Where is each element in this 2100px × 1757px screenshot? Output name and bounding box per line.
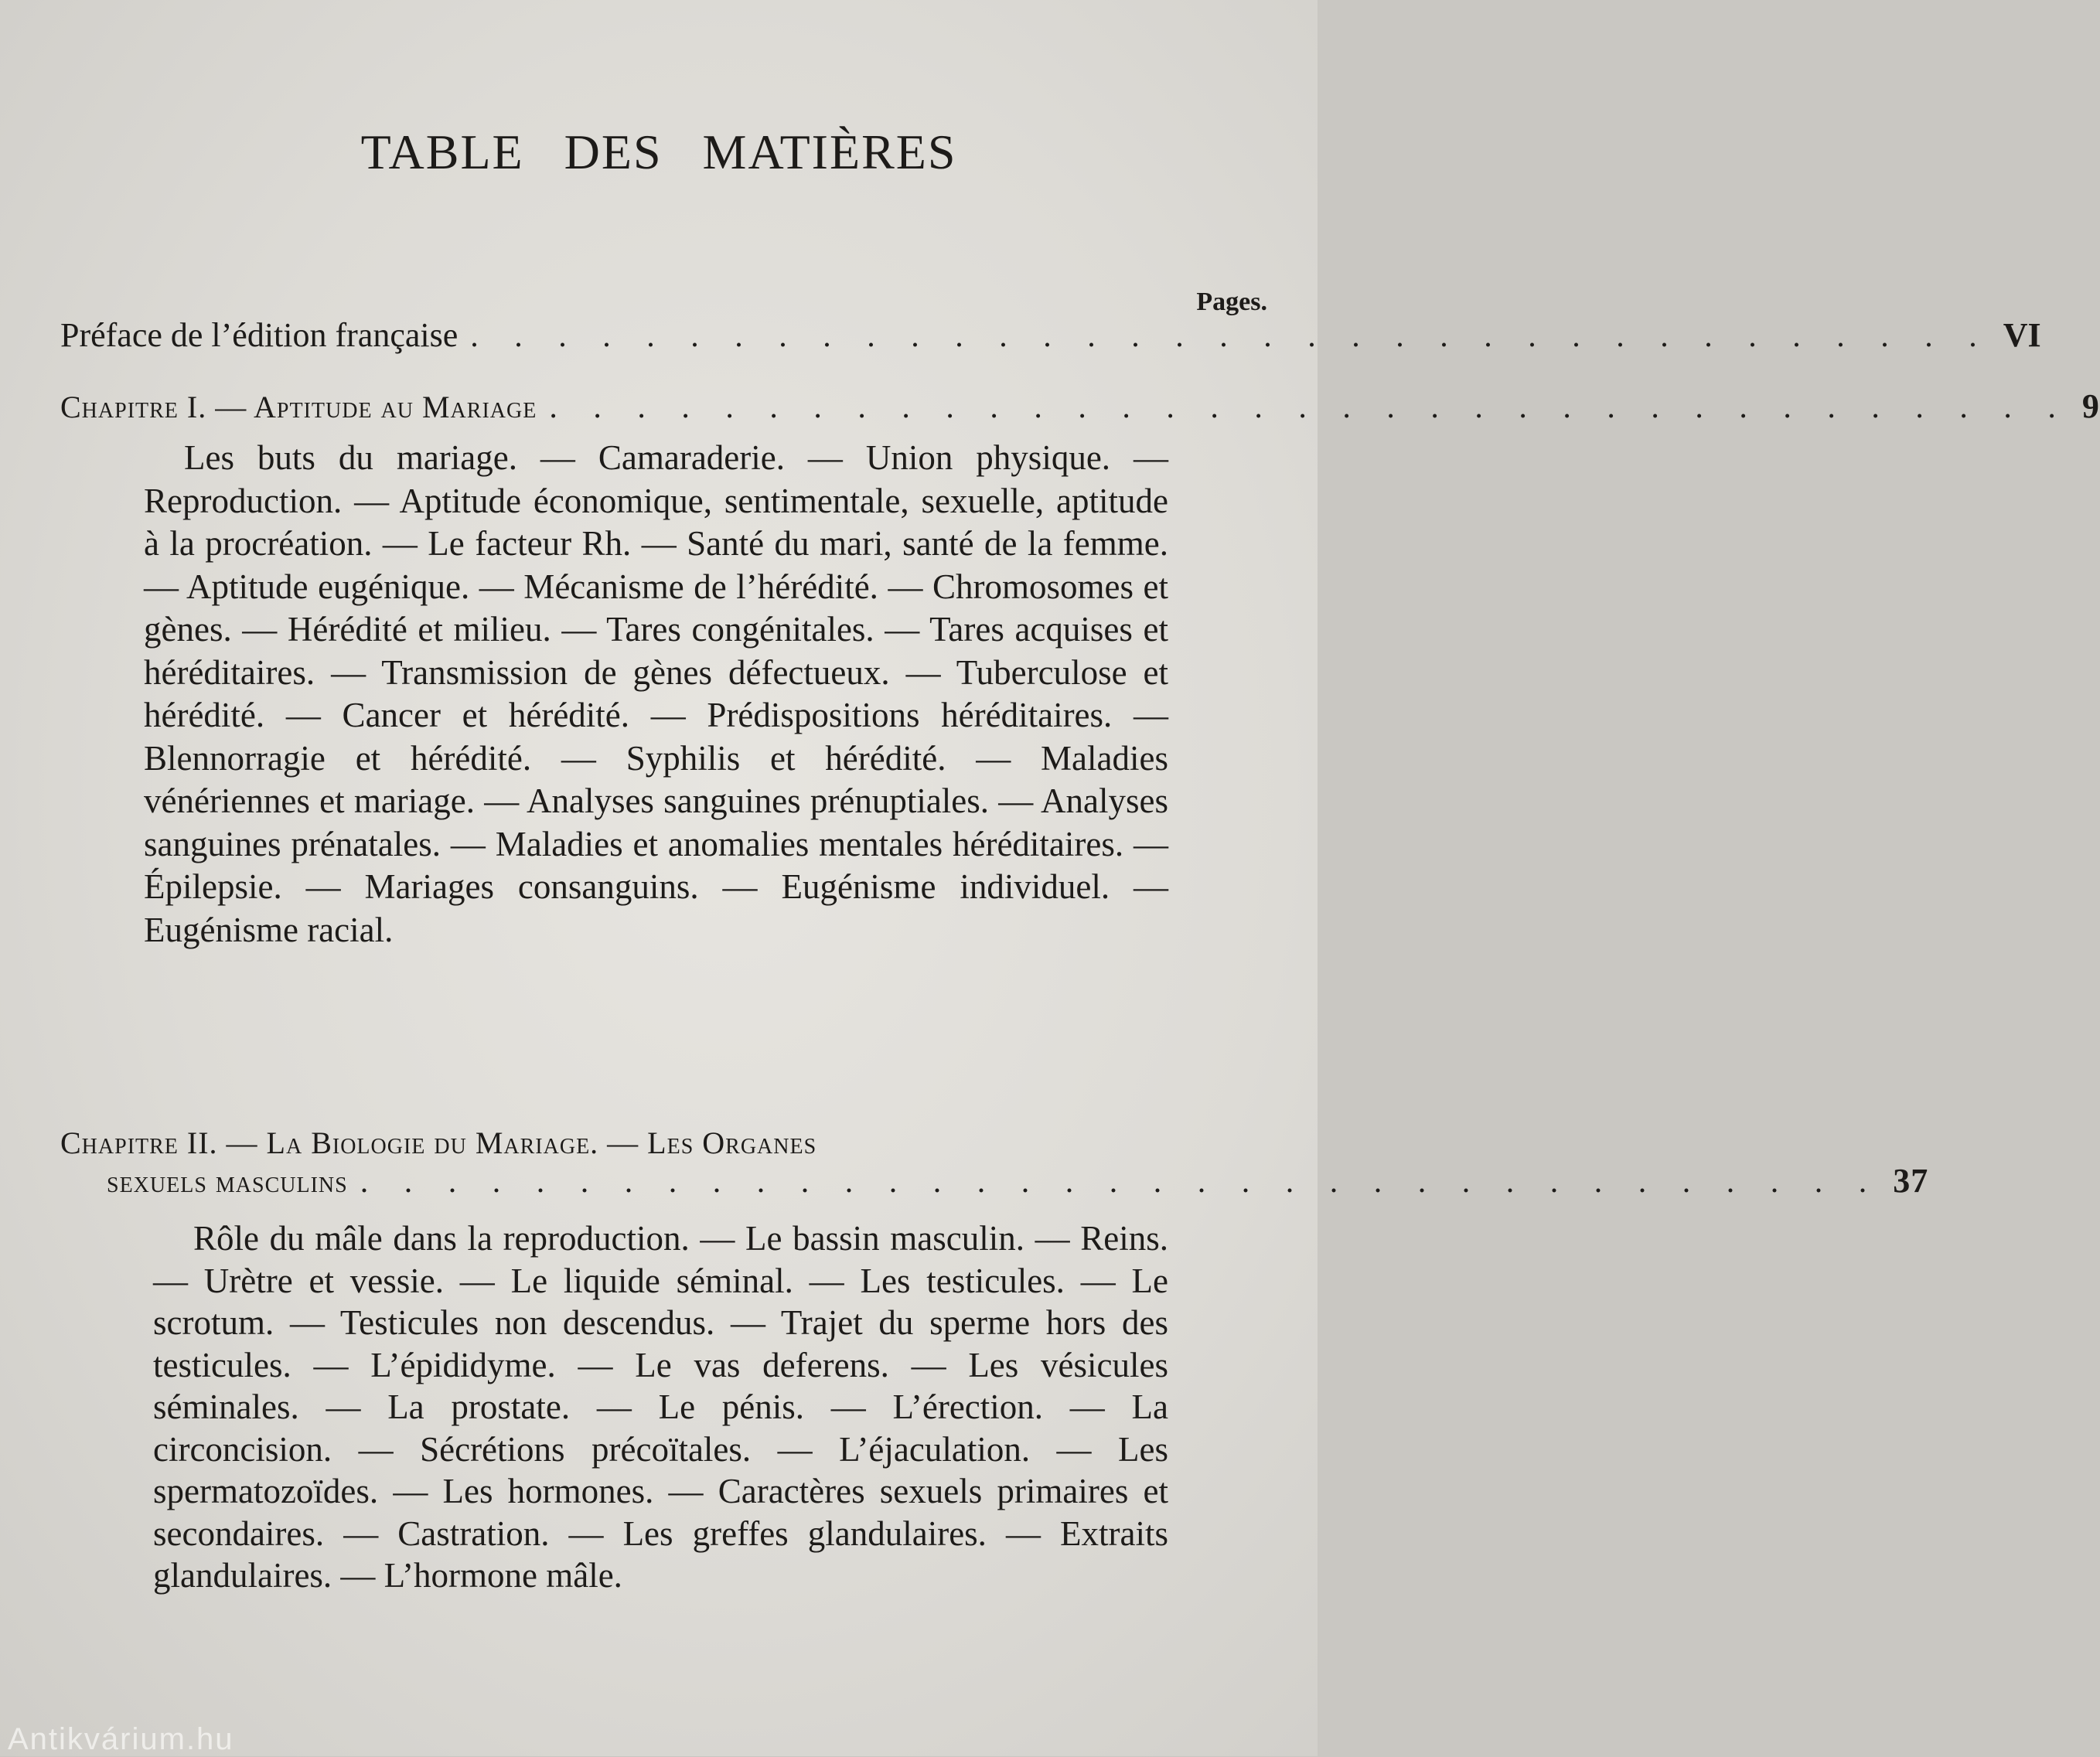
preface-title: Préface de l’édition française (60, 316, 459, 354)
preface-page-number: VI (2003, 316, 2041, 354)
toc-line (60, 315, 2041, 355)
pages-column-label: Pages. (1196, 288, 1267, 316)
toc-line (60, 386, 2100, 426)
toc-entry-chapter-2 (60, 1125, 1929, 1200)
chapter-2-summary: Rôle du mâle dans la reproduction. — Le bassin masculin. — Reins. — Urètre et vessie. — Le liquide séminal. — Les testicules. — Le scrotum. — Testicules non descendus. — Trajet du sperme hors des testicules. — L’épididyme. — Le vas deferens. — Les vésicules séminales. — La prostate. — Le pénis. — L’érection. — La circoncision. — Sécrétions précoïtales. — L’éjaculation. — Les spermatozoïdes. — Les hormones. — Caractères sexuels primaires et secondaires. — Castration. — Les greffes glandulaires. — Extraits glandulaires. — L’hormone mâle. (153, 1219, 1168, 1595)
chapter-2-heading-line-2: sexuels masculins (107, 1164, 348, 1199)
chapter-2-page-number: 37 (1893, 1162, 1929, 1200)
toc-line (60, 1125, 1267, 1161)
dot-leader: . . . . . . . . . . . . . . . . . . . . . . . . . . . . . . . . . . . (549, 390, 2070, 425)
page-title: TABLE DES MATIÈRES (360, 124, 957, 179)
chapter-1-heading: Chapitre I. — Aptitude au Mariage (60, 390, 537, 424)
toc-line (60, 1161, 1929, 1200)
watermark: Antikvárium.hu (8, 1722, 234, 1756)
chapter-1-page-number: 9 (2081, 387, 2100, 425)
chapter-2-heading-line-1: Chapitre II. — La Biologie du Mariage. — Les Organes (60, 1125, 817, 1160)
dot-leader: . . . . . . . . . . . . . . . . . . . . . . . . . . . . . . . . . . . (470, 318, 1991, 354)
toc-entry-preface (60, 315, 2041, 355)
chapter-1-summary: Les buts du mariage. — Camaraderie. — Union physique. — Reproduction. — Aptitude économique, sentimentale, sexuelle, aptitude à la procréation. — Le facteur Rh. — Santé du mari, santé de la femme. — Aptitude eugénique. — Mécanisme de l’hérédité. — Chromosomes et gènes. — Hérédité et milieu. — Tares congénitales. — Tares acquises et héréditaires. — Transmission de gènes défectueux. — Tuberculose et hérédité. — Cancer et hérédité. — Prédispositions héréditaires. — Blennorragie et hérédité. — Syphilis et hérédité. — Maladies vénériennes et mariage. — Analyses sanguines prénuptiales. — Analyses sanguines prénatales. — Maladies et anomalies mentales héréditaires. — Épilepsie. — Mariages consanguins. — Eugénisme individuel. — Eugénisme racial. (144, 438, 1168, 949)
toc-entry-chapter-1 (60, 386, 2100, 426)
dot-leader: . . . . . . . . . . . . . . . . . . . . . . . . . . . . . . . . . . . (360, 1164, 1881, 1200)
